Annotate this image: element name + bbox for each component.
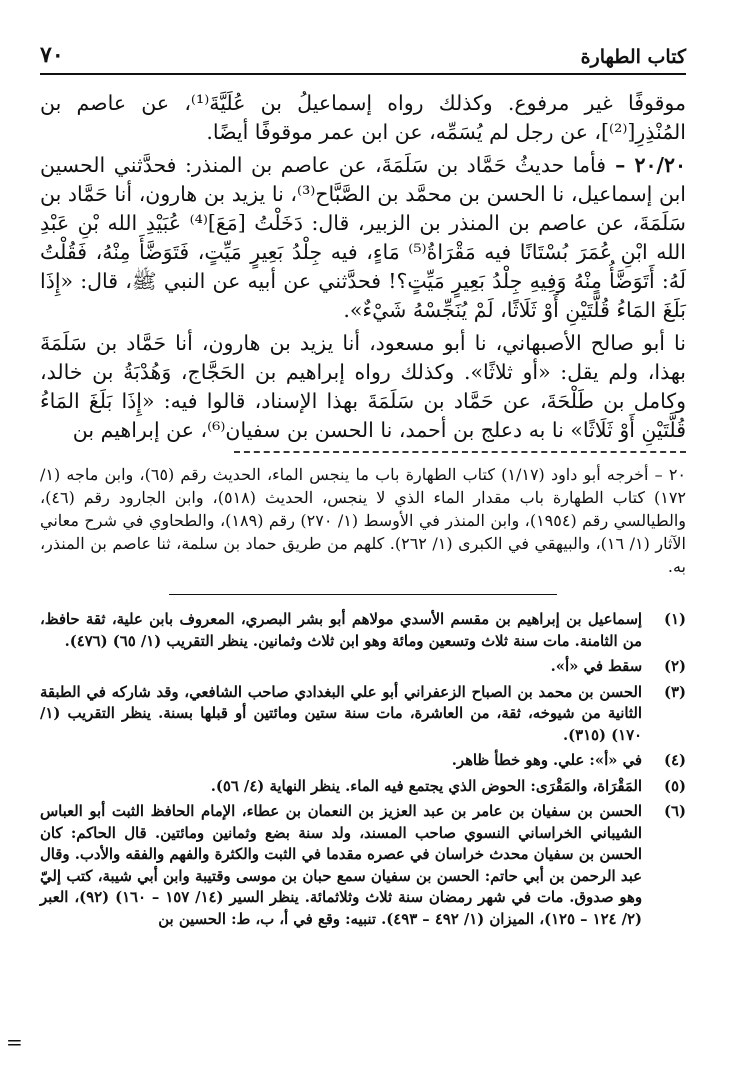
book-title: كتاب الطهارة — [580, 46, 686, 68]
hadith-number: ٢٠/٢٠ – — [606, 153, 686, 177]
footnote-text: في «أ»: علي. وهو خطأ ظاهر. — [451, 752, 642, 769]
page-number: ٧٠ — [40, 42, 64, 68]
hadith-text: فأما حديثُ حَمَّاد بن سَلَمَةَ، عن عاصم بن المنذر: فحدَّثني الحسين ابن إسماعيل، نا الحسن بن محمَّد بن الصَّبَّاح⁽³⁾، نا يزيد بن هارون، أنا حَمَّاد بن سَلَمَةَ، عن عاصم بن المنذر بن الزبير، قال: دَخَلْتُ [مَعَ]⁽⁴⁾ عُبَيْدِ الله بْنِ عَبْدِ الله ابْنِ عُمَرَ بُسْتَانًا فيه مَقْرَاةُ⁽⁵⁾ مَاءٍ، فيه جِلْدُ بَعِيرٍ مَيِّتٍ، فَتَوَضَّأَ مِنْهُ، فَقُلْتُ لَهُ: أَتَوَضَّأُ مِنْهُ وَفِيهِ جِلْدُ بَعِيرٍ مَيِّتٍ؟! فحدَّثني عن أبيه عن النبي ﷺ، قال: «إِذَا بَلَغَ المَاءُ قُلَّتَيْنِ أَوْ ثَلَاثًا، لَمْ يُنَجِّسْهُ شَيْءٌ». — [40, 153, 686, 322]
footnote-divider — [169, 594, 557, 595]
footnote-number: (٦) — [664, 803, 686, 820]
header-divider — [40, 73, 686, 75]
footnote-text: المَقْرَاة، والمَقْرَى: الحوض الذي يجتمع فيه الماء. ينظر النهاية (٤/ ٥٦). — [210, 777, 642, 795]
footnote-text: الحسن بن محمد بن الصباح الزعفراني أبو علي البغدادي صاحب الشافعي، وقد شاركه في الطبقة الثانية من شيوخه، ثقة، من العاشرة، مات سنة ستين ومائتين أو قبلها بسنة. ينظر التقريب (١/ ١٧٠) (٣١٥). — [40, 683, 642, 744]
footnote-number: (٥) — [664, 777, 686, 795]
footnote-text: سقط في «أ». — [550, 658, 642, 675]
footnote-number: (٣) — [664, 683, 686, 701]
running-header — [40, 38, 686, 68]
paragraph-3: نا أبو صالح الأصبهاني، نا أبو مسعود، أنا يزيد بن هارون، أنا حَمَّاد بن سَلَمَةَ بهذا، ولم يقل: «أو ثلاثًا». وكذلك رواه إبراهيم بن الحَجَّاج، وَهُدْبَةُ بن خالد، وكامل بن طَلْحَةَ، عن حَمَّاد بن سَلَمَةَ بهذا الإسناد، قالوا فيه: «إِذَا بَلَغَ المَاءُ قُلَّتَيْنِ أَوْ ثَلَاثًا» نا به دعلج بن أحمد، نا الحسن بن سفيان⁽⁶⁾، عن إبراهيم بن — [40, 331, 686, 442]
footnote-text: إسماعيل بن إبراهيم بن مقسم الأسدي مولاهم أبو بشر البصري، المعروف بابن علية، ثقة حافظ، من الثامنة. مات سنة ثلاث وتسعين ومائة وهو ابن ثلاث وثمانين. ينظر التقريب (١/ ٦٥) (٤٧٦). — [40, 611, 642, 650]
paragraph-2 — [40, 151, 686, 325]
footnote — [40, 656, 686, 678]
paragraph-1: موقوفًا غير مرفوع. وكذلك رواه إسماعيلُ بن عُلَيَّةَ⁽¹⁾، عن عاصم بن المُنْذِرِ[⁽²⁾]، عن رجل لم يُسَمِّه، عن ابن عمر موقوفًا أيضًا. — [40, 91, 686, 144]
takhrij-note: ٢٠ – أخرجه أبو داود (١/١٧) كتاب الطهارة باب ما ينجس الماء، الحديث رقم (٦٥)، وابن ماجه (١/ ١٧٢) كتاب الطهارة باب مقدار الماء الذي لا ينجس، الحديث (٥١٨)، وابن الجارود رقم (٤٦)، والطيالسي رقم (١٩٥٤)، وابن المنذر في الأوسط (١/ ٢٧٠) رقم (١٨٩)، والطحاوي في شرح معاني الآثار (١/ ١٦)، والبيهقي في الكبرى (١/ ٢٦٢). كلهم من طريق حماد بن سلمة، ثنا عاصم بن المنذر، به. — [40, 465, 687, 576]
footnote — [40, 682, 686, 747]
footnote-text: الحسن بن سفيان بن عامر بن عبد العزيز بن النعمان بن عطاء، الإمام الحافظ الثبت أبو العباس الشيباني الخراساني النسوي صاحب المسند، ولد سنة بضع وثمانين ومائتين. قال الحاكم: كان الحسن بن سفيان محدث خراسان في عصره مقدما في الثبت والكثرة والفهم والفقه والأدب. وقال عبد الرحمن بن أبي حاتم: الحسن بن سفيان سمع حبان بن موسى وقتيبة وابن أبي شيبة، كتب إليّ وهو صدوق. مات في شهر رمضان سنة ثلاث وثلاثمائة. ينظر السير (١٤/ ١٥٧ – ١٦٠) (٩٢)، العبر (٢/ ١٢٤ – ١٢٥)، الميزان (١/ ٤٩٢ – ٤٩٣). تنبيه: وقع في أ، ب، ط: الحسين بن — [40, 803, 643, 928]
footnote — [40, 801, 686, 930]
footnote — [40, 609, 686, 652]
footnote — [40, 750, 686, 772]
footnote-number: (٢) — [664, 658, 686, 675]
footnotes-list — [40, 609, 686, 930]
footnote-number: (١) — [664, 611, 686, 628]
footnote — [40, 776, 686, 798]
main-text — [40, 89, 686, 445]
continuation-mark: = — [6, 1030, 23, 1054]
footnote-number: (٤) — [664, 752, 686, 769]
takhrij-divider — [234, 451, 686, 453]
